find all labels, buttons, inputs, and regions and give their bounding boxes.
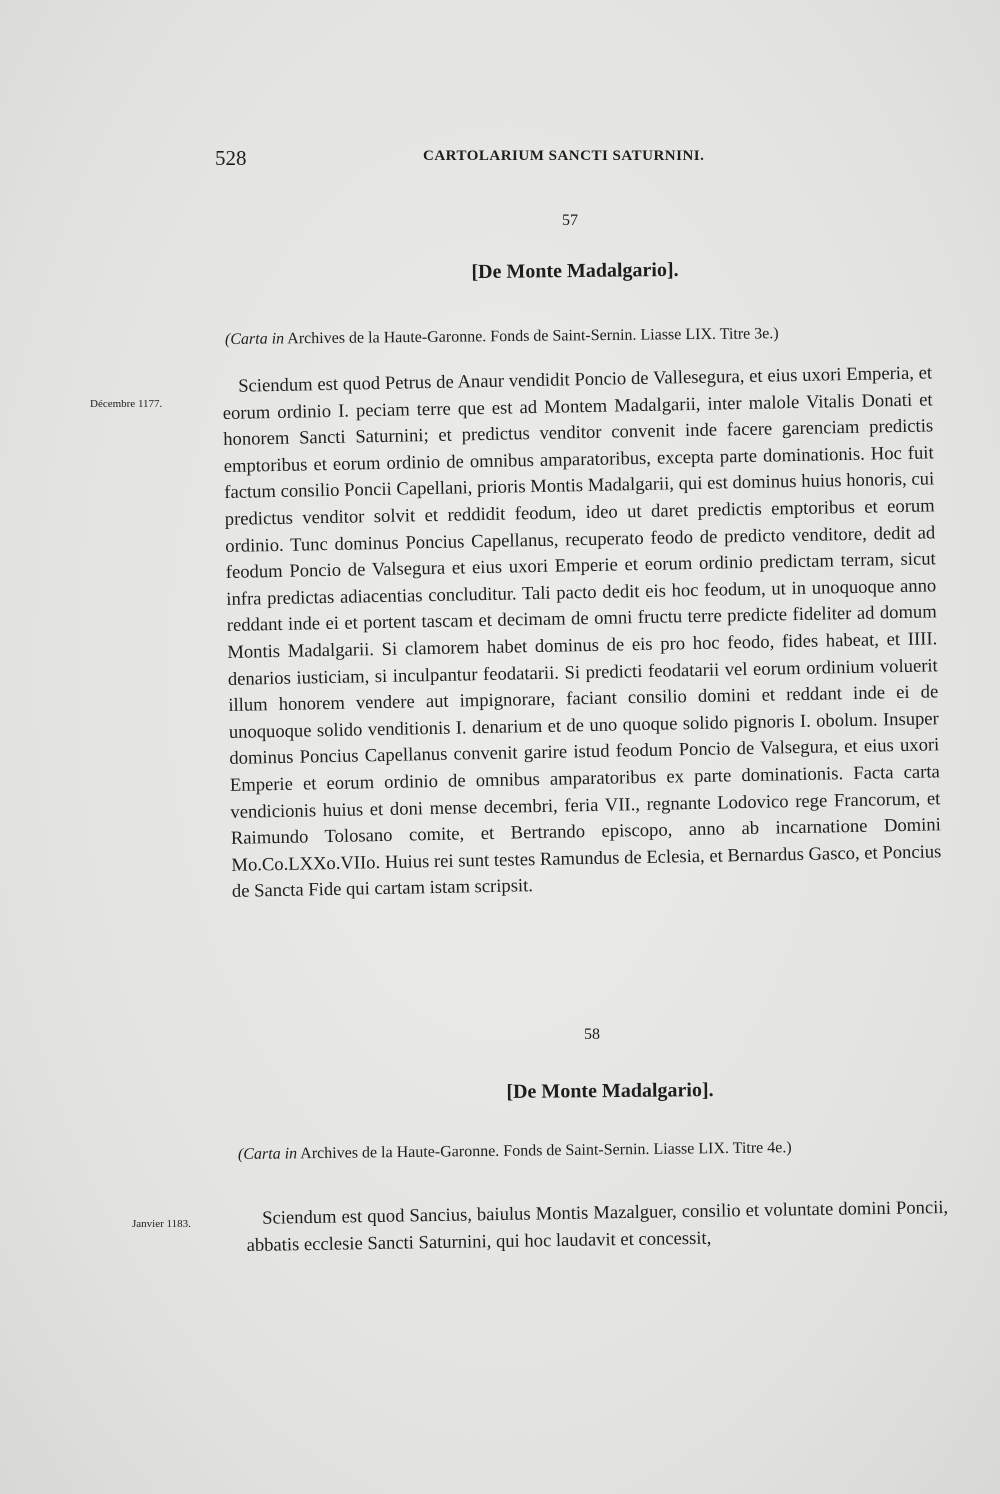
page-number: 528 <box>215 146 247 170</box>
document-title: [De Monte Madalgario]. <box>506 1079 714 1103</box>
margin-date: Décembre 1177. <box>90 398 163 410</box>
page-header <box>215 146 735 176</box>
document-number: 58 <box>584 1026 600 1043</box>
source-prefix: (Carta in <box>237 1145 298 1163</box>
charter-text <box>246 1195 949 1259</box>
source-prefix: (Carta in <box>224 330 285 348</box>
source-citation: Archives de la Haute-Garonne. Fonds de Saint-Sernin. Liasse LIX. Titre 3e.) <box>287 325 779 348</box>
source-note <box>238 1139 792 1164</box>
charter-paragraph: Sciendum est quod Petrus de Anaur vendidit Poncio de Vallesegura, et eius uxori Emperia, et eorum ordinio I. peciam terre que est ad Montem Madalgarii, inter malole Vitalis Donati et honorem Sancti Saturnini; et predictus venditor convenit inde facere garenciam predictis emptoribus et eorum ordinio de omnibus amparatoribus, excepta parte dominationis. Hoc fuit factum consilio Poncii Capellani, prioris Montis Madalgarii, qui est dominus huius honoris, cui predictus venditor solvit et reddidit feodum, ideo ut daret predictis emptoribus et eorum ordinio. Tunc dominus Poncius Capellanus, recuperato feodo de predicto venditore, dedit ad feodum Poncio de Valsegura et eius uxori Emperie et eorum ordinio predictam terram, sicut infra predictas adiacentias concluditur. Tali pacto dedit eis hoc feodum, ut in unoquoque anno reddant inde ei et portent tascam et decimam de omni fructu terre predicte fideliter ad domum Montis Madalgarii. Si clamorem habet dominus de eis pro hoc feodo, fides habeat, et IIII. denarios iusticiam, si inculpantur feodatarii. Si predicti feodatarii vel eorum ordinium voluerit illum honorem vendere aut impignorare, faciant consilio domini et reddant inde ei de unoquoque solido venditionis I. denarium et de uno quoque solido pignoris I. obolum. Insuper dominus Poncius Capellanus convenit garire istud feodum Poncio de Valsegura, et eius uxori Emperie et eorum ordinio de omnibus amparatoribus ex parte dominationis. Facta carta vendicionis huius et doni mense decembri, feria VII., regnante Lodovico rege Francorum, et Raimundo Tolosano comite, et Bertrando episcopo, anno ab incarnatione Domini Mo.Co.LXXo.VIIo. Huius rei sunt testes Ramundus de Eclesia, et Bernardus Gasco, et Poncius de Sancta Fide qui cartam istam scripsit. <box>222 362 942 903</box>
margin-date: Janvier 1183. <box>132 1218 191 1230</box>
document-title: [De Monte Madalgario]. <box>471 258 679 284</box>
charter-text <box>222 360 942 905</box>
source-citation: Archives de la Haute-Garonne. Fonds de Saint-Sernin. Liasse LIX. Titre 4e.) <box>300 1139 792 1163</box>
charter-paragraph: Sciendum est quod Sancius, baiulus Montis Mazalguer, consilio et voluntate domini Poncii, abbatis ecclesie Sancti Saturnini, qui hoc laudavit et concessit, <box>246 1196 949 1256</box>
running-title: CARTOLARIUM SANCTI SATURNINI. <box>423 148 705 164</box>
document-number: 57 <box>562 212 578 229</box>
source-note <box>225 325 779 349</box>
